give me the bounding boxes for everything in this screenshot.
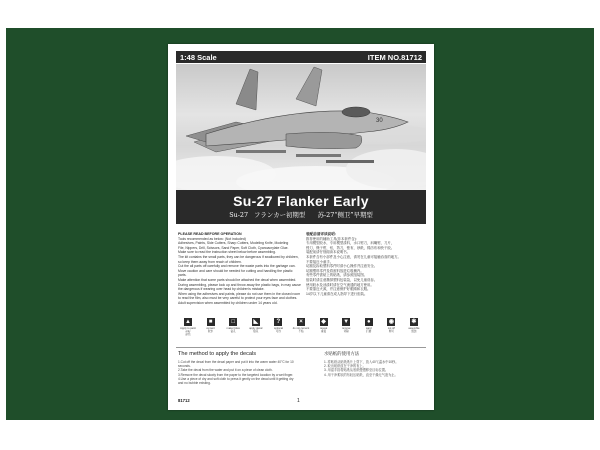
product-title: Su-27 Flanker Early (233, 193, 369, 209)
instruction-line: to read the film, also must be very careful to protect your eyes face and clothes. (178, 296, 298, 301)
product-subtitle: Su-27 フランカー初期型 苏-27“侧卫”早期型 (229, 211, 373, 219)
instruction-line-cn: 切割塑料零件及将废料放进垃圾桶内。 (306, 268, 364, 273)
legend-label-en: make holes (226, 327, 240, 330)
decal-step-cn: 3. 用湿手指将贴纸从底纸慢慢移至目标位置。 (324, 368, 389, 373)
legend-item (359, 318, 379, 342)
legend-label-en: Apply to paint only (180, 327, 196, 333)
legend-label-cn: 重复 (320, 330, 327, 333)
instruction-line: Make attention that some parts should be attached the decal when assembled. (178, 277, 297, 282)
legend-item (336, 318, 356, 342)
decal-step: 1.Cut off the decal from the decal paper and put it into the warm water 40°C for 10 (178, 360, 294, 364)
decal-instructions (176, 347, 426, 391)
page-number: 1 (297, 398, 300, 404)
instruction-line: Adhesives, Paints, Side Cutters, Sharp Cutters, Modeling Knife, Modeling (178, 241, 289, 246)
legend-label-cn: 剪切 (388, 330, 394, 333)
decal-icon: ◣ (253, 319, 259, 325)
optional-icon: ? (274, 318, 282, 326)
instruction-sheet (168, 44, 434, 410)
legend-item (404, 318, 424, 342)
decal-heading-cn: 水贴纸的使用方法 (324, 351, 360, 356)
legend-label-en: do not cement (292, 327, 310, 330)
item-number: ITEM NO.81712 (367, 52, 422, 62)
instruction-line-cn: 锉刀，镊子钳，钻，剪刀，锉布，砂纸，棉纺布和快干胶。 (306, 245, 395, 250)
instructions-heading-en: PLEASE READ BEFORE OPERATION (178, 232, 242, 236)
paint-icon: ▲ (185, 319, 191, 325)
remove-icon: ▼ (343, 319, 350, 325)
decal-step: 4.Use a piece of dry and soft cloth to press it gently on the decal until it getting dry (178, 376, 294, 381)
instruction-line-cn: 本套件含有小部件及小心注意，请勿在儿童可接触吞食的地方。 (306, 254, 401, 259)
decal-step: 2.Take the decal from the water and put it on a piece of clean cloth. (178, 368, 273, 373)
legend-label-en: cut off (387, 327, 395, 330)
instruction-line: Make sure to read the instruction sheet below before assembling. (178, 250, 277, 255)
instruction-line: the dangerous if wearing over head by children's mistake. (178, 287, 265, 292)
cut-icon: ◉ (388, 319, 394, 325)
legend-item (246, 318, 266, 342)
cement-icon: ■ (207, 318, 215, 326)
svg-text:30: 30 (376, 118, 383, 124)
instruction-line: Cut the all parts off carefully and remove the waste parts into the garbage can. (178, 264, 296, 269)
legend-label-cn: 贴花 (253, 330, 259, 333)
instructions-english (178, 232, 301, 306)
legend-item (178, 318, 198, 342)
instruction-line-cn: 切割及拆取塑料零件时请小心操作并注意安全。 (306, 264, 378, 269)
instruction-line: File, Nippers, Drill, Scissors, Sand Paper, Soft Cloth, Cyanoacrylate Glue. (178, 245, 289, 250)
legend-label-cn: 切除 (343, 330, 349, 333)
decal-heading-en: The method to apply the decals (178, 351, 257, 357)
legend-label-en: cement (206, 327, 215, 330)
instruction-line: During assembling, please look up and throw away the plastic bags, in may cause (178, 282, 301, 287)
legend-item (268, 318, 288, 342)
aircraft-illustration (176, 64, 426, 190)
footer-item-code: 81712 (178, 398, 190, 403)
instruction-line: Move caution and care should be needed for cutting and handling the plastic (178, 268, 293, 273)
instruction-line-cn: 不要靠近火源，并注意保护好眼睛和衣服。 (306, 287, 371, 292)
legend-label-cn: 不粘 (298, 330, 304, 333)
instruction-line-cn: 有些零件需贴上的贴纸，请参照组装图。 (306, 273, 368, 278)
legend-label-en: repeat (319, 327, 328, 330)
header-bar (176, 51, 426, 63)
legend-label-cn: 组装 (411, 330, 417, 333)
instruction-line: so keep them away from reach of children. (178, 259, 242, 264)
legend-label-en: assemble (408, 327, 420, 330)
legend-item (381, 318, 401, 342)
legend-label-en: sand (365, 327, 372, 330)
legend-item (201, 318, 221, 342)
assemble-icon: ✱ (411, 319, 417, 325)
sand-icon: ● (365, 318, 373, 326)
legend-label-cn: 涂色 (185, 333, 191, 336)
instructions-heading-cn: 装配前请详读说明： (306, 232, 339, 236)
legend-item (223, 318, 243, 342)
decal-steps-cn (324, 360, 424, 377)
legend-label-cn: 钻孔 (230, 330, 236, 333)
instruction-line-cn: 组装时请注意撕掉塑料包装袋，以免儿童误吞。 (306, 277, 378, 282)
legend-label-cn: 胶水 (208, 330, 214, 333)
instruction-line: Adult supervision when assembled by children under 14 years old. (178, 300, 278, 305)
legend-label-en: apply decal (249, 327, 263, 330)
instruction-line: When using the adhesives and paints, please do not use them in the closed room (178, 291, 301, 296)
legend-label-cn: 打磨 (366, 330, 372, 333)
instructions-chinese (306, 232, 424, 296)
legend-label-en: remove (341, 327, 351, 330)
decal-steps-en (178, 360, 316, 385)
instruction-line-cn: 14岁以下儿童请在成人指导下进行组装。 (306, 291, 368, 296)
drill-icon: □ (229, 318, 237, 326)
decal-step: 3.Remove the decal slowly from the paper to the targeted location by a wet finger. (178, 372, 294, 377)
legend-label-en: optional (273, 327, 283, 330)
legend-item (291, 318, 311, 342)
scale-label: 1:48 Scale (180, 52, 217, 62)
su27-jet-drawing (176, 64, 426, 190)
decal-step: seconds. (178, 364, 191, 369)
symbol-legend (178, 318, 424, 342)
legend-label-cn: 可选 (275, 330, 281, 333)
no-cement-icon: × (297, 318, 305, 326)
instruction-line-cn: 装配前请仔细阅读本说明书。 (306, 250, 351, 255)
legend-item (314, 318, 334, 342)
instruction-line: The kit contains the small parts, they can be dangerous if swallowed by children, (178, 254, 299, 259)
decal-step-cn: 1. 将贴纸从贴纸纸片上剪下，放入40℃温水中10秒。 (324, 360, 399, 364)
decal-step-cn: 4. 用干净柔软的布轻压贴纸，直至干燥无气泡为止。 (324, 372, 398, 377)
instruction-line-cn: 专用模型胶水，专用模型漆料，水口钳刀，斜嘴钳，刀片， (306, 241, 395, 246)
instruction-line-cn: 不要接近小童手。 (306, 259, 334, 264)
instruction-line-cn: 使用胶水及油漆时请在空气流通的地方使用。 (306, 282, 374, 287)
title-banner (176, 190, 426, 224)
instruction-line: parts. (178, 273, 187, 278)
decal-step-cn: 2. 取出贴纸放在干净的布上。 (324, 364, 366, 369)
decal-step: and no bubble existing. (178, 381, 211, 386)
instruction-line: Tools recommended as below: (Not included) (178, 236, 246, 241)
instruction-line-cn: 推荐使用的辅助工具(非本套件含)： (306, 236, 360, 241)
repeat-icon: ◆ (321, 319, 326, 325)
